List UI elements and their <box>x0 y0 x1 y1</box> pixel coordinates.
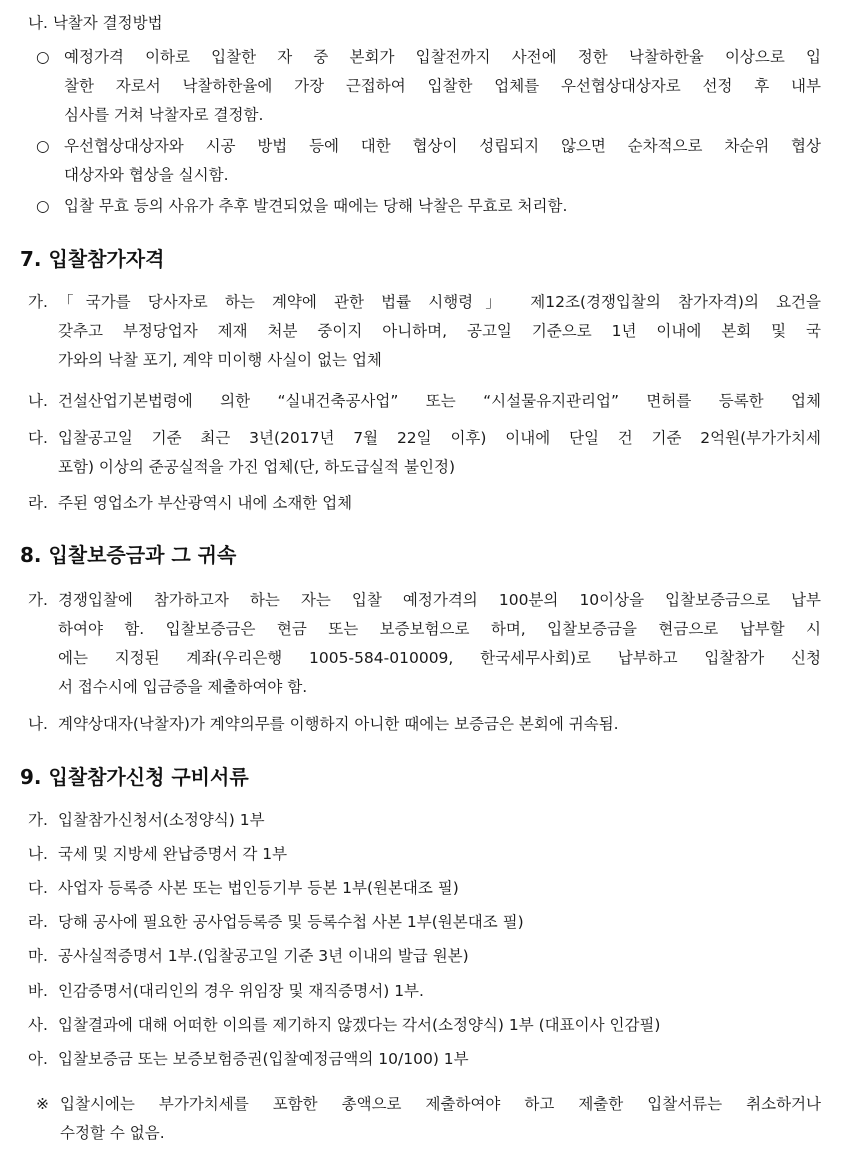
list-marker: 가. <box>28 293 48 311</box>
eligibility-text: 주된 영업소가 부산광역시 내에 소재한 업체 <box>58 494 353 512</box>
eligibility-text: 「국가를 당사자로 하는 계약에 관한 법률 시행령」 제12조(경쟁입찰의 참가자격)의 요건을 <box>58 293 821 311</box>
eligibility-text: 건설산업기본법령에 의한 “실내건축공사업” 또는 “시설물유지관리업” 면허를 등록한 업체 <box>58 392 821 410</box>
required-document-item: 당해 공사에 필요한 공사업등록증 및 등록수첩 사본 1부(원본대조 필) <box>58 913 524 931</box>
list-marker: 다. <box>28 879 48 897</box>
subsection-title-award-method: 나. 낙찰자 결정방법 <box>28 14 163 32</box>
award-method-text: 입찰 무효 등의 사유가 추후 발견되었을 때에는 당해 낙찰은 무효로 처리함. <box>64 197 568 215</box>
list-marker: 가. <box>28 591 48 609</box>
eligibility-text: 가와의 낙찰 포기, 계약 미이행 사실이 없는 업체 <box>58 351 382 369</box>
list-marker: 라. <box>28 913 48 931</box>
required-document-item: 입찰참가신청서(소정양식) 1부 <box>58 811 265 829</box>
section-heading-required-documents: 9. 입찰참가신청 구비서류 <box>20 765 249 789</box>
note-text: 수정할 수 없음. <box>60 1124 165 1142</box>
required-document-item: 국세 및 지방세 완납증명서 각 1부 <box>58 845 288 863</box>
section-heading-bid-bond: 8. 입찰보증금과 그 귀속 <box>20 543 237 567</box>
list-marker: 바. <box>28 982 48 1000</box>
award-method-text: 찰한 자로서 낙찰하한율에 가장 근접하여 입찰한 업체를 우선협상대상자로 선정 후 내부 <box>64 77 821 95</box>
award-method-text: 심사를 거쳐 낙찰자로 결정함. <box>64 106 264 124</box>
award-method-text: 예정가격 이하로 입찰한 자 중 본회가 입찰전까지 사전에 정한 낙찰하한율 이상으로 입 <box>64 48 821 66</box>
note-symbol: ※ <box>36 1095 49 1113</box>
required-document-item: 입찰결과에 대해 어떠한 이의를 제기하지 않겠다는 각서(소정양식) 1부 (대표이사 인감필) <box>58 1016 661 1034</box>
bid-bond-text: 경쟁입찰에 참가하고자 하는 자는 입찰 예정가격의 100분의 10이상을 입찰보증금으로 납부 <box>58 591 821 609</box>
eligibility-text: 입찰공고일 기준 최근 3년(2017년 7월 22일 이후) 이내에 단일 건 기준 2억원(부가가치세 <box>58 429 821 447</box>
required-document-item: 인감증명서(대리인의 경우 위임장 및 재직증명서) 1부. <box>58 982 424 1000</box>
required-document-item: 공사실적증명서 1부.(입찰공고일 기준 3년 이내의 발급 원본) <box>58 947 469 965</box>
eligibility-text: 포함) 이상의 준공실적을 가진 업체(단, 하도급실적 불인정) <box>58 458 456 476</box>
list-marker: 다. <box>28 429 48 447</box>
eligibility-text: 갖추고 부정당업자 제재 처분 중이지 아니하며, 공고일 기준으로 1년 이내에 본회 및 국 <box>58 322 821 340</box>
list-marker: 가. <box>28 811 48 829</box>
list-marker: 마. <box>28 947 48 965</box>
section-heading-bid-eligibility: 7. 입찰참가자격 <box>20 247 165 271</box>
bid-bond-text: 하여야 함. 입찰보증금은 현금 또는 보증보험으로 하며, 입찰보증금을 현금으로 납부할 시 <box>58 620 821 638</box>
list-marker: 사. <box>28 1016 48 1034</box>
award-method-text: 우선협상대상자와 시공 방법 등에 대한 협상이 성립되지 않으면 순차적으로 차순위 협상 <box>64 137 821 155</box>
list-marker: 아. <box>28 1050 48 1068</box>
required-document-item: 입찰보증금 또는 보증보험증권(입찰예정금액의 10/100) 1부 <box>58 1050 469 1068</box>
bullet-circle: ○ <box>36 197 50 215</box>
bid-bond-text: 에는 지정된 계좌(우리은행 1005-584-010009, 한국세무사회)로 납부하고 입찰참가 신청 <box>58 649 821 667</box>
list-marker: 나. <box>28 392 48 410</box>
list-marker: 나. <box>28 845 48 863</box>
list-marker: 라. <box>28 494 48 512</box>
award-method-text: 대상자와 협상을 실시함. <box>64 166 229 184</box>
list-marker: 나. <box>28 715 48 733</box>
note-text: 입찰시에는 부가가치세를 포함한 총액으로 제출하여야 하고 제출한 입찰서류는 취소하거나 <box>60 1095 821 1113</box>
bullet-circle: ○ <box>36 48 50 66</box>
bullet-circle: ○ <box>36 137 50 155</box>
bid-bond-text: 서 접수시에 입금증을 제출하여야 함. <box>58 678 308 696</box>
required-document-item: 사업자 등록증 사본 또는 법인등기부 등본 1부(원본대조 필) <box>58 879 459 897</box>
bid-bond-text: 계약상대자(낙찰자)가 계약의무를 이행하지 아니한 때에는 보증금은 본회에 귀속됨. <box>58 715 619 733</box>
